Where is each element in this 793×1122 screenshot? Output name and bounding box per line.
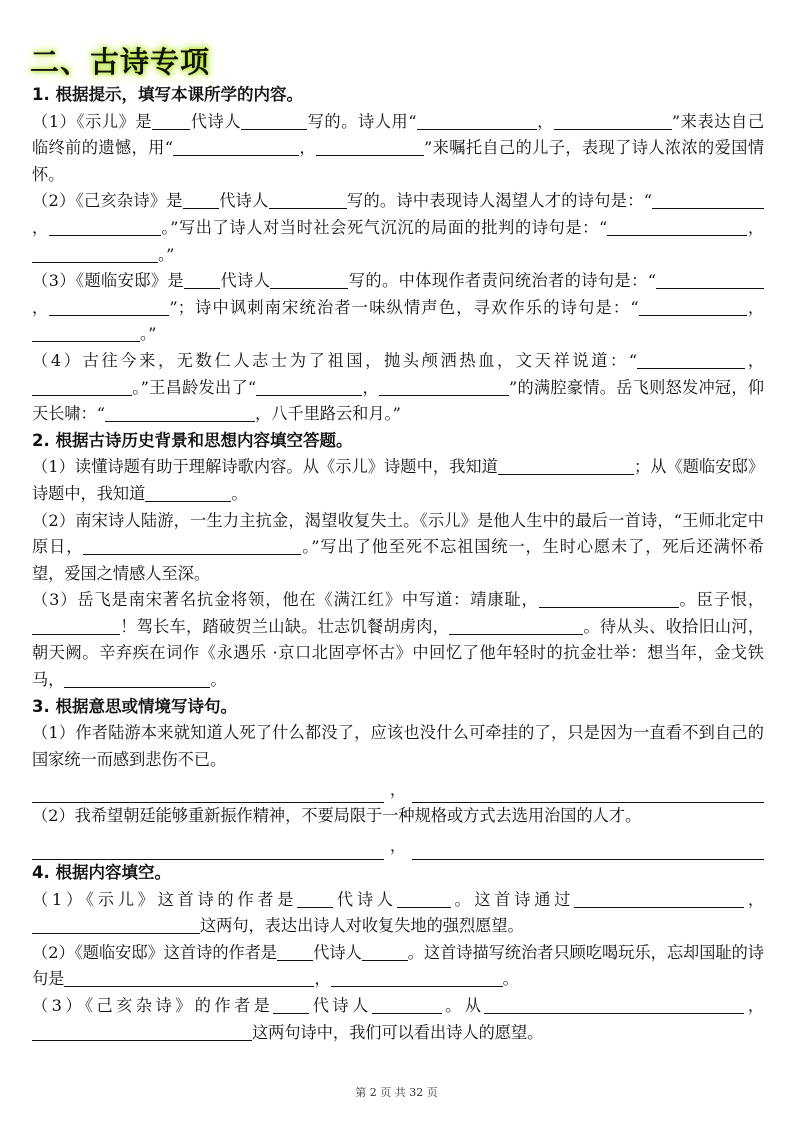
answer-blank[interactable] [32,839,384,860]
answer-blank[interactable] [372,994,442,1014]
s4-question-3: （3）《己亥杂诗》的作者是 代诗人 。从 ，这两句诗中，我们可以看出诗人的愿望。 [32,996,765,1042]
answer-blank[interactable] [652,189,764,209]
answer-blank[interactable] [484,994,744,1014]
worksheet-content [32,82,764,1046]
s1-question-3: （3）《题临安邸》是 代诗人 写的。中体现作者责问统治者的诗句是：“， ”；诗中讽刺南宋统治者一味纵情声色，寻欢作乐的诗句是：“ ，。” [32,271,765,344]
section-1-heading: 1. 根据提示，填写本课所学的内容。 [32,85,303,104]
answer-blank[interactable] [32,1021,252,1041]
answer-blank[interactable] [83,535,301,555]
section-title: 二、古诗专项 [30,45,211,79]
section-2-heading: 2. 根据古诗历史背景和思想内容填空答题。 [32,430,353,450]
s2-question-3: （3）岳飞是南宋著名抗金将领，他在《满江红》中写道：靖康耻， 。臣子恨，！驾长车，踏破贺兰山缺。壮志饥餐胡虏肉， 。待从头、收拾旧山河，朝天阙。辛弃疾在词作《永遇乐 ·京口北固亭怀古》中回忆了他年轻时的抗金壮举：想当年，金戈铁马， 。 [32,590,765,690]
section-3-heading: 3. 根据意思或情境写诗句。 [32,696,237,716]
answer-blank[interactable] [397,888,451,908]
answer-blank[interactable] [656,269,764,289]
answer-blank[interactable] [32,243,158,263]
answer-blank[interactable] [637,349,745,369]
answer-blank[interactable] [417,110,537,130]
s1-question-4: （4）古往今来，无数仁人志士为了祖国，抛头颅洒热血，文天祥说道：“ ，。”王昌龄发出了“ ， ”的满腔豪情。岳飞则怒发冲冠，仰天长啸：“ ，八千里路云和月。” [32,350,765,424]
answer-blank[interactable] [64,668,210,688]
answer-blank[interactable] [32,322,140,342]
page-number: 第 2 页 共 32 页 [355,1086,438,1099]
answer-blank[interactable] [412,839,764,860]
answer-blank[interactable] [273,994,309,1014]
s2-question-2: （2）南宋诗人陆游，一生力主抗金，渴望收复失土。《示儿》是他人生中的最后一首诗，“王师北定中原日， 。”写出了他至死不忘祖国统一，生时心愿未了，死后还满怀希望，爱国之情感人至深。 [32,510,764,583]
answer-blank[interactable] [297,888,333,908]
answer-blank[interactable] [184,269,220,289]
s3-question-1: （1）作者陆游本来就知道人死了什么都没了，应该也没什么可牵挂的了，只是因为一直看不到自己的国家统一而感到悲伤不已。 [32,723,764,769]
answer-blank[interactable] [316,136,424,156]
answer-blank[interactable] [64,967,314,987]
answer-blank[interactable] [449,615,583,635]
answer-blank[interactable] [105,402,255,422]
answer-blank[interactable] [49,216,161,236]
answer-blank[interactable] [331,967,503,987]
answer-blank[interactable] [49,296,169,316]
answer-blank[interactable] [412,782,764,803]
s4-question-2: （2）《题临安邸》这首诗的作者是 代诗人 。这首诗描写统治者只顾吃喝玩乐，忘却国耻的诗句是 ， 。 [32,942,764,989]
answer-blank[interactable] [32,782,384,803]
answer-blank[interactable] [183,189,219,209]
answer-blank[interactable] [32,914,200,934]
answer-blank[interactable] [152,110,190,130]
s1-question-1: （1）《示儿》是 代诗人 写的。诗人用“ ， ”来表达自己临终前的遗憾，用“ ， ”来嘱托自己的儿子，表现了诗人浓浓的爱国情怀。 [32,111,765,184]
answer-blank[interactable] [554,110,672,130]
answer-blank[interactable] [362,941,408,961]
s4-question-1: （1）《示儿》这首诗的作者是 代诗人 。这首诗通过 ，这两句，表达出诗人对收复失地的强烈愿望。 [32,889,765,936]
answer-blank[interactable] [277,941,313,961]
answer-blank[interactable] [270,269,348,289]
answer-blank[interactable] [145,482,231,502]
answer-blank[interactable] [574,888,744,908]
s2-question-1: （1）读懂诗题有助于理解诗歌内容。从《示儿》诗题中，我知道 ；从《题临安邸》诗题中，我知道 。 [32,457,765,503]
answer-blank[interactable] [539,588,679,608]
s3-question-2: （2）我希望朝廷能够重新振作精神，不要局限于一种规格或方式去选用治国的人才。 [32,806,642,826]
answer-blank[interactable] [173,136,299,156]
answer-blank[interactable] [269,189,347,209]
answer-blank[interactable] [256,376,362,396]
answer-blank[interactable] [607,216,747,236]
answer-blank[interactable] [379,376,509,396]
answer-blank[interactable] [241,110,307,130]
answer-blank[interactable] [32,376,132,396]
answer-blank[interactable] [498,455,634,475]
section-4-heading: 4. 根据内容填空。 [32,863,171,883]
s3-answer-line-2: ， [32,830,764,860]
answer-blank[interactable] [639,296,747,316]
s1-question-2: （2）《己亥杂诗》是 代诗人 写的。诗中表现诗人渴望人才的诗句是：“， 。”写出了诗人对当时社会死气沉沉的局面的批判的诗句是：“ ，。” [32,191,765,264]
s3-answer-line-1: ， [32,773,764,803]
answer-blank[interactable] [32,615,120,635]
